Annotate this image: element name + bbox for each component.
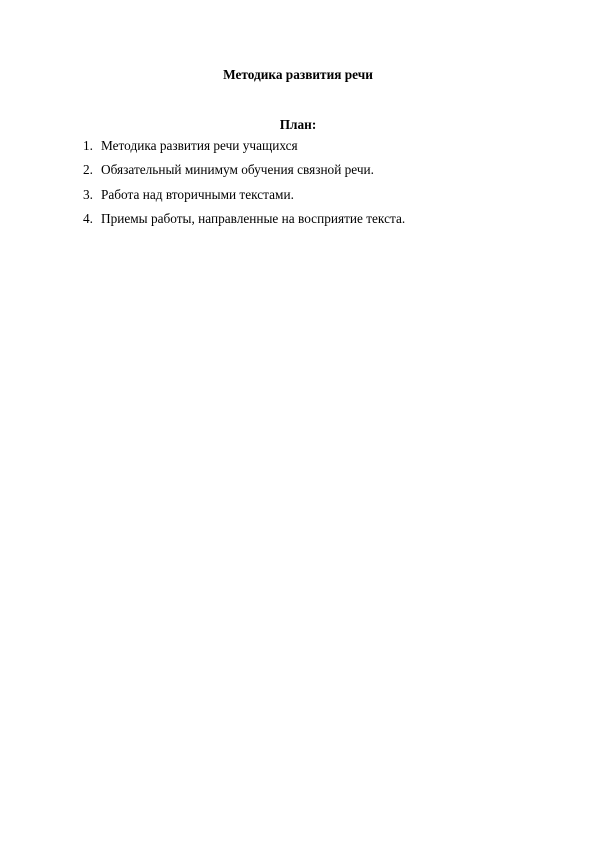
plan-item: [83, 161, 543, 185]
plan-item: [83, 137, 543, 161]
plan-item: [83, 210, 543, 234]
plan-heading: План:: [279, 117, 317, 132]
plan-item-number: 4.: [83, 210, 93, 226]
plan-item-text: Обязательный минимум обучения связной речи.: [101, 162, 374, 178]
plan-item-text: Методика развития речи учащихся: [101, 138, 298, 153]
plan-item: [83, 186, 543, 210]
plan-item-number: 1.: [83, 138, 93, 153]
plan-item-number: 2.: [83, 162, 93, 178]
plan-item-text: Приемы работы, направленные на восприятие текста.: [101, 210, 406, 226]
plan-list: [83, 137, 543, 234]
document-title: Методика развития речи: [223, 67, 373, 82]
plan-item-number: 3.: [83, 186, 93, 202]
plan-item-text: Работа над вторичными текстами.: [101, 186, 294, 202]
